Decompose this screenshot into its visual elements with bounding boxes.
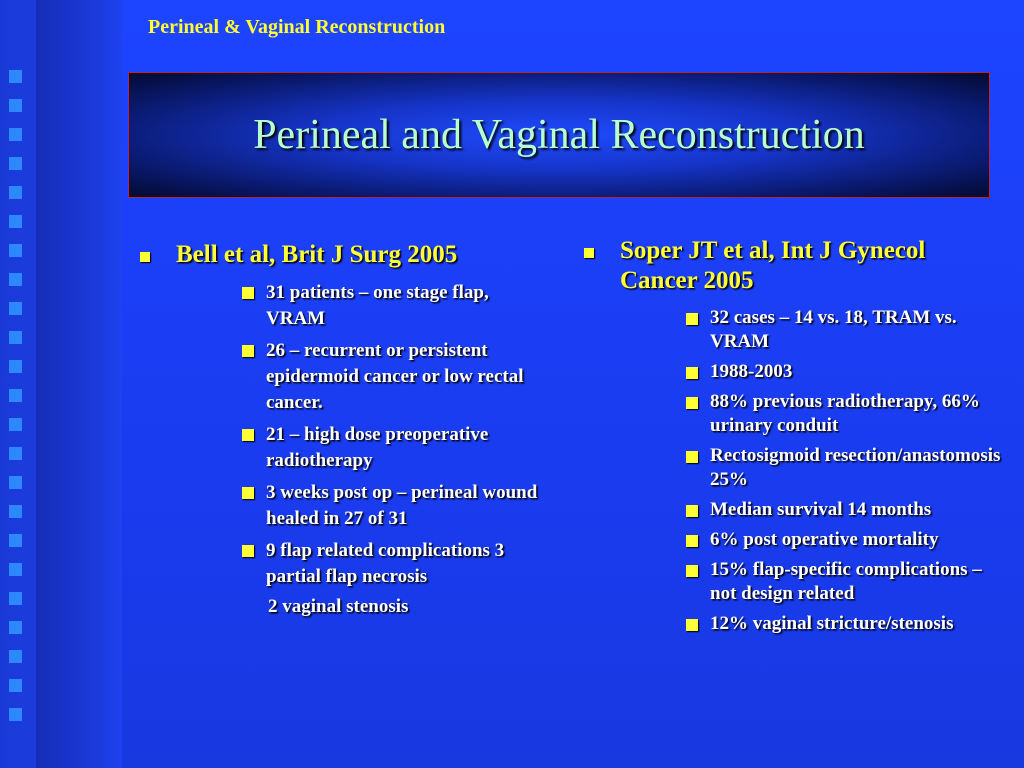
list-item: 26 – recurrent or persistent epidermoid cancer or low rectal cancer.: [242, 338, 550, 416]
list-item: Rectosigmoid resection/anastomosis 25%: [686, 444, 1004, 492]
square-bullet-icon: [242, 487, 254, 499]
list-item: 88% previous radiotherapy, 66% urinary conduit: [686, 390, 1004, 438]
square-bullet-icon: [686, 535, 698, 547]
square-bullet-icon: [242, 429, 254, 441]
list-item: 32 cases – 14 vs. 18, TRAM vs. VRAM: [686, 306, 1004, 354]
square-bullet-icon: [686, 367, 698, 379]
decorative-squares: [8, 70, 28, 737]
list-item: 31 patients – one stage flap, VRAM: [242, 280, 550, 332]
right-list: [584, 306, 1004, 636]
square-bullet-icon: [242, 345, 254, 357]
list-item: Median survival 14 months: [686, 498, 1004, 522]
square-bullet-icon: [686, 313, 698, 325]
left-heading: Bell et al, Brit J Surg 2005: [140, 240, 550, 270]
list-item: 15% flap-specific complications – not design related: [686, 558, 1004, 606]
right-column: [584, 236, 1004, 642]
list-item: 21 – high dose preoperative radiotherapy: [242, 422, 550, 474]
square-bullet-icon: [584, 248, 594, 258]
square-bullet-icon: [242, 545, 254, 557]
square-bullet-icon: [140, 252, 150, 262]
square-bullet-icon: [686, 397, 698, 409]
square-bullet-icon: [686, 451, 698, 463]
list-item: 1988-2003: [686, 360, 1004, 384]
square-bullet-icon: [686, 565, 698, 577]
list-item: 3 weeks post op – perineal wound healed in 27 of 31: [242, 480, 550, 532]
square-bullet-icon: [686, 505, 698, 517]
list-item: 12% vaginal stricture/stenosis: [686, 612, 1004, 636]
decorative-left-band: [0, 0, 122, 768]
slide-title: Perineal and Vaginal Reconstruction: [253, 112, 865, 158]
left-column: [140, 240, 550, 620]
right-heading: Soper JT et al, Int J Gynecol Cancer 2005: [584, 236, 1004, 296]
square-bullet-icon: [242, 287, 254, 299]
square-bullet-icon: [686, 619, 698, 631]
slide-header: Perineal & Vaginal Reconstruction: [148, 16, 446, 38]
title-box: [128, 72, 990, 198]
list-continuation: 2 vaginal stenosis: [268, 596, 409, 617]
left-list: [140, 280, 550, 590]
list-item: 6% post operative mortality: [686, 528, 1004, 552]
list-item: 9 flap related complications 3 partial flap necrosis: [242, 538, 550, 590]
